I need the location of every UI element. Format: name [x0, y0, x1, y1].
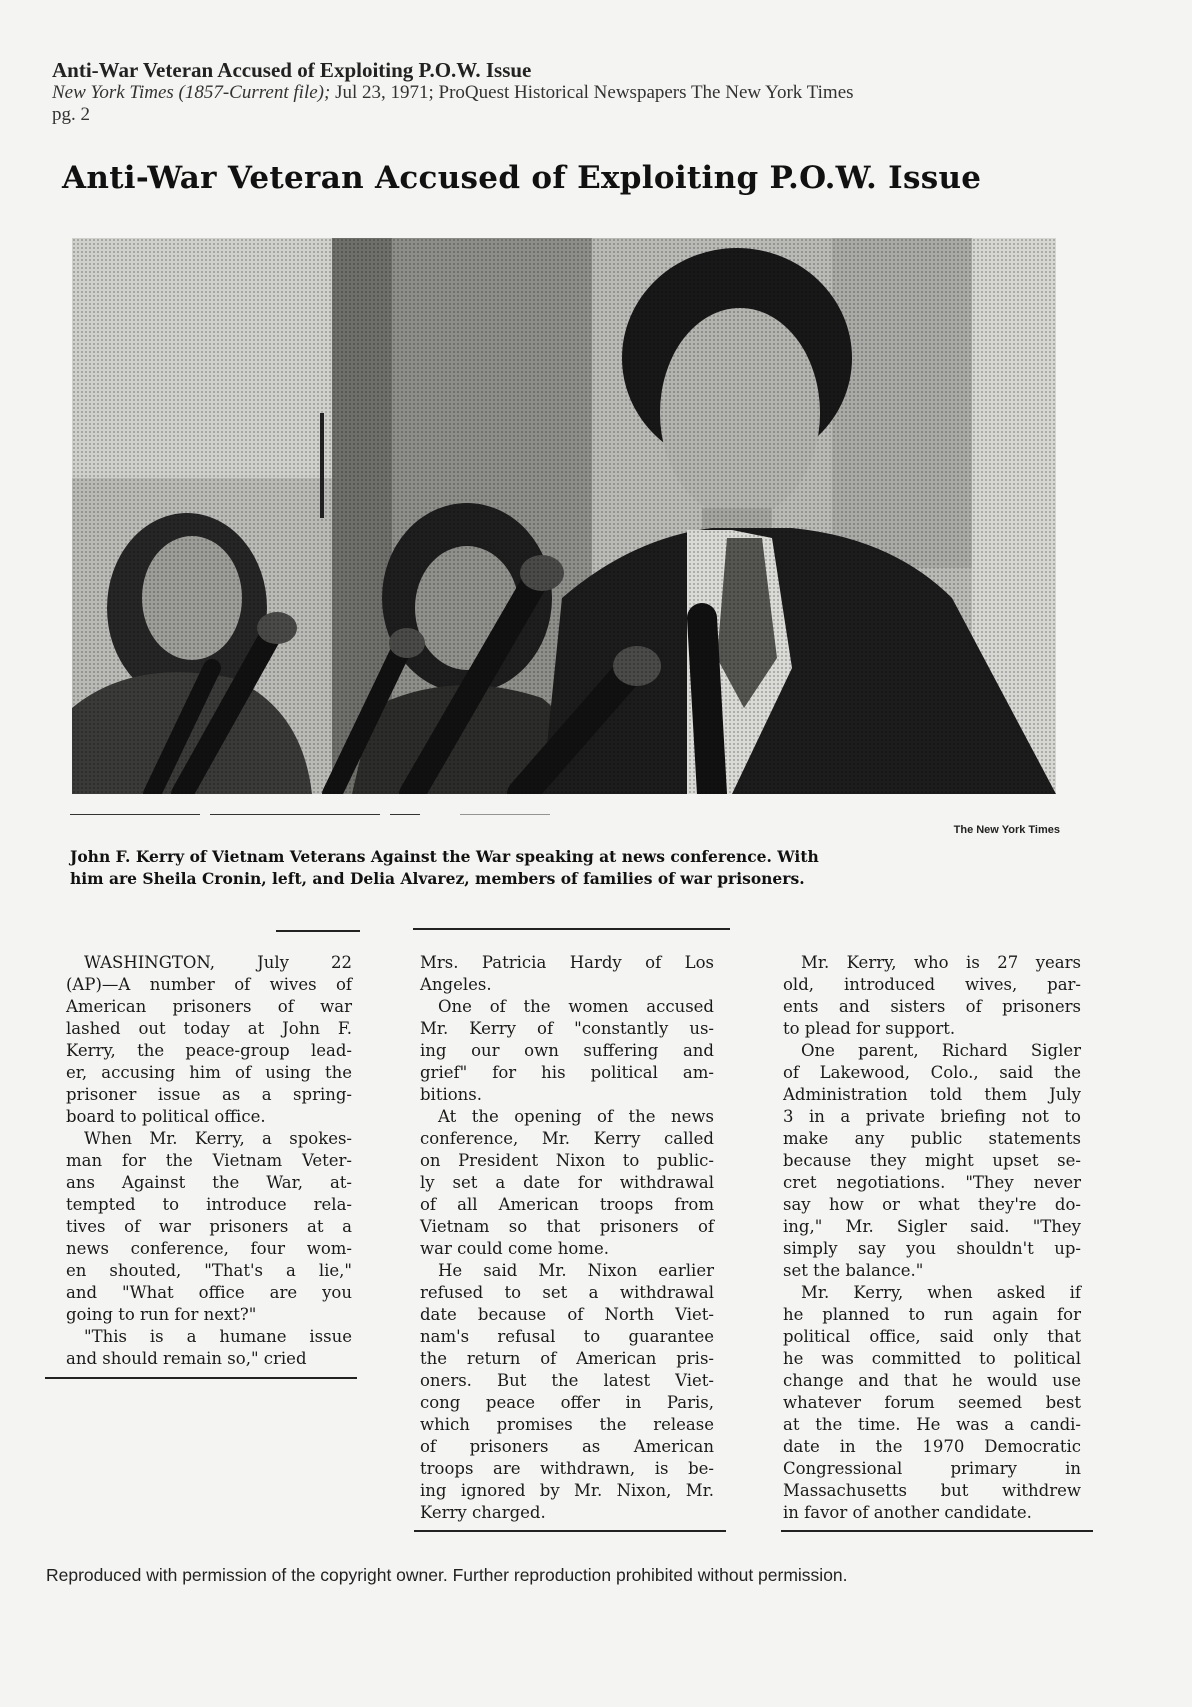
citation-publication: New York Times (1857-Current file); [52, 82, 331, 103]
article-text-line: cong peace offer in Paris, [420, 1393, 714, 1412]
article-text-line: Mrs. Patricia Hardy of Los [420, 953, 714, 972]
article-text-line: whatever forum seemed best [783, 1393, 1081, 1412]
article-text-line: WASHINGTON, July 22 [84, 953, 352, 972]
article-text-line: bitions. [420, 1085, 483, 1104]
column-rule [413, 928, 730, 930]
article-text-line: war could come home. [420, 1239, 610, 1258]
article-text-line: of Lakewood, Colo., said the [783, 1063, 1081, 1082]
article-text-line: of prisoners as American [420, 1437, 714, 1456]
citation-page: pg. 2 [52, 104, 90, 125]
rule-fragment [210, 814, 380, 815]
news-photo [72, 238, 1056, 794]
article-text-line: Massachusetts but withdrew [783, 1481, 1081, 1500]
article-text-line: tives of war prisoners at a [66, 1217, 352, 1236]
article-text-line: date because of North Viet- [420, 1305, 714, 1324]
article-text-line: oners. But the latest Viet- [420, 1371, 714, 1390]
article-text-line: (AP)—A number of wives of [66, 975, 352, 994]
article-text-line: ing our own suffering and [420, 1041, 714, 1060]
article-text-line: make any public statements [783, 1129, 1081, 1148]
article-column-3 [783, 952, 1081, 1524]
article-text-line: Mr. Kerry, when asked if [801, 1283, 1081, 1302]
caption-line: John F. Kerry of Vietnam Veterans Against the War speaking at news conference. With [70, 847, 819, 866]
article-text-line: change and that he would use [783, 1371, 1081, 1390]
rule-fragment [460, 814, 550, 815]
article-text-line: of all American troops from [420, 1195, 714, 1214]
article-column-1 [66, 952, 352, 1370]
article-text-line: Kerry, the peace-group lead- [66, 1041, 352, 1060]
article-text-line: Angeles. [420, 975, 492, 994]
rule-fragment [70, 814, 200, 815]
column-rule [781, 1530, 1093, 1532]
article-text-line: ents and sisters of prisoners [783, 997, 1081, 1016]
article-text-line: simply say you shouldn't up- [783, 1239, 1081, 1258]
article-text-line: One of the women accused [438, 997, 714, 1016]
article-text-line: Kerry charged. [420, 1503, 546, 1522]
citation-source [52, 82, 1052, 104]
article-text-line: political office, said only that [783, 1327, 1081, 1346]
article-text-line: because they might upset se- [783, 1151, 1081, 1170]
column-rule [414, 1530, 726, 1532]
article-text-line: man for the Vietnam Veter- [66, 1151, 352, 1170]
article-text-line: er, accusing him of using the [66, 1063, 352, 1082]
photo-caption [70, 846, 1070, 890]
rule-fragment [390, 814, 420, 815]
article-text-line: in favor of another candidate. [783, 1503, 1032, 1522]
article-text-line: ly set a date for withdrawal [420, 1173, 714, 1192]
article-text-line: at the time. He was a candi- [783, 1415, 1081, 1434]
article-text-line: American prisoners of war [66, 997, 352, 1016]
article-text-line: troops are withdrawn, is be- [420, 1459, 714, 1478]
article-text-line: prisoner issue as a spring- [66, 1085, 352, 1104]
article-text-line: set the balance." [783, 1261, 924, 1280]
citation-title: Anti-War Veteran Accused of Exploiting P.O.W. Issue [52, 58, 532, 82]
article-headline: Anti-War Veteran Accused of Exploiting P.O.W. Issue [62, 160, 982, 196]
citation-header [52, 58, 1052, 126]
article-text-line: on President Nixon to public- [420, 1151, 714, 1170]
article-text-line: conference, Mr. Kerry called [420, 1129, 714, 1148]
article-text-line: say how or what they're do- [783, 1195, 1081, 1214]
column-rule [45, 1377, 357, 1379]
article-text-line: grief" for his political am- [420, 1063, 714, 1082]
article-text-line: news conference, four wom- [66, 1239, 352, 1258]
article-text-line: and should remain so," cried [66, 1349, 307, 1368]
article-text-line: ing ignored by Mr. Nixon, Mr. [420, 1481, 714, 1500]
article-text-line: Administration told them July [783, 1085, 1081, 1104]
article-text-line: which promises the release [420, 1415, 714, 1434]
article-text-line: Congressional primary in [783, 1459, 1081, 1478]
caption-line: him are Sheila Cronin, left, and Delia Alvarez, members of families of war prisoners. [70, 869, 805, 888]
article-text-line: One parent, Richard Sigler [801, 1041, 1081, 1060]
article-text-line: date in the 1970 Democratic [783, 1437, 1081, 1456]
article-text-line: to plead for support. [783, 1019, 956, 1038]
article-text-line: going to run for next?" [66, 1305, 257, 1324]
article-text-line: He said Mr. Nixon earlier [438, 1261, 714, 1280]
article-text-line: Vietnam so that prisoners of [420, 1217, 714, 1236]
photo-credit: The New York Times [953, 824, 1060, 836]
article-text-line: 3 in a private briefing not to [783, 1107, 1081, 1126]
article-text-line: en shouted, "That's a lie," [66, 1261, 352, 1280]
article-text-line: When Mr. Kerry, a spokes- [84, 1129, 352, 1148]
article-text-line: the return of American pris- [420, 1349, 714, 1368]
article-text-line: board to political office. [66, 1107, 266, 1126]
article-column-2 [420, 952, 714, 1524]
article-text-line: old, introduced wives, par- [783, 975, 1081, 994]
article-text-line: he was committed to political [783, 1349, 1081, 1368]
article-text-line: cret negotiations. "They never [783, 1173, 1081, 1192]
citation-details: Jul 23, 1971; ProQuest Historical Newspapers The New York Times [330, 82, 854, 103]
article-text-line: ans Against the War, at- [66, 1173, 352, 1192]
article-text-line: and "What office are you [66, 1283, 352, 1302]
article-text-line: refused to set a withdrawal [420, 1283, 714, 1302]
article-text-line: Mr. Kerry, who is 27 years [801, 953, 1081, 972]
article-text-line: he planned to run again for [783, 1305, 1081, 1324]
article-text-line: ing," Mr. Sigler said. "They [783, 1217, 1081, 1236]
article-text-line: Mr. Kerry of "constantly us- [420, 1019, 714, 1038]
article-text-line: tempted to introduce rela- [66, 1195, 352, 1214]
article-text-line: lashed out today at John F. [66, 1019, 352, 1038]
article-text-line: nam's refusal to guarantee [420, 1327, 714, 1346]
copyright-footer: Reproduced with permission of the copyright owner. Further reproduction prohibited without permission. [46, 1565, 848, 1585]
article-text-line: "This is a humane issue [84, 1327, 352, 1346]
column-rule [276, 930, 360, 932]
article-text-line: At the opening of the news [438, 1107, 714, 1126]
